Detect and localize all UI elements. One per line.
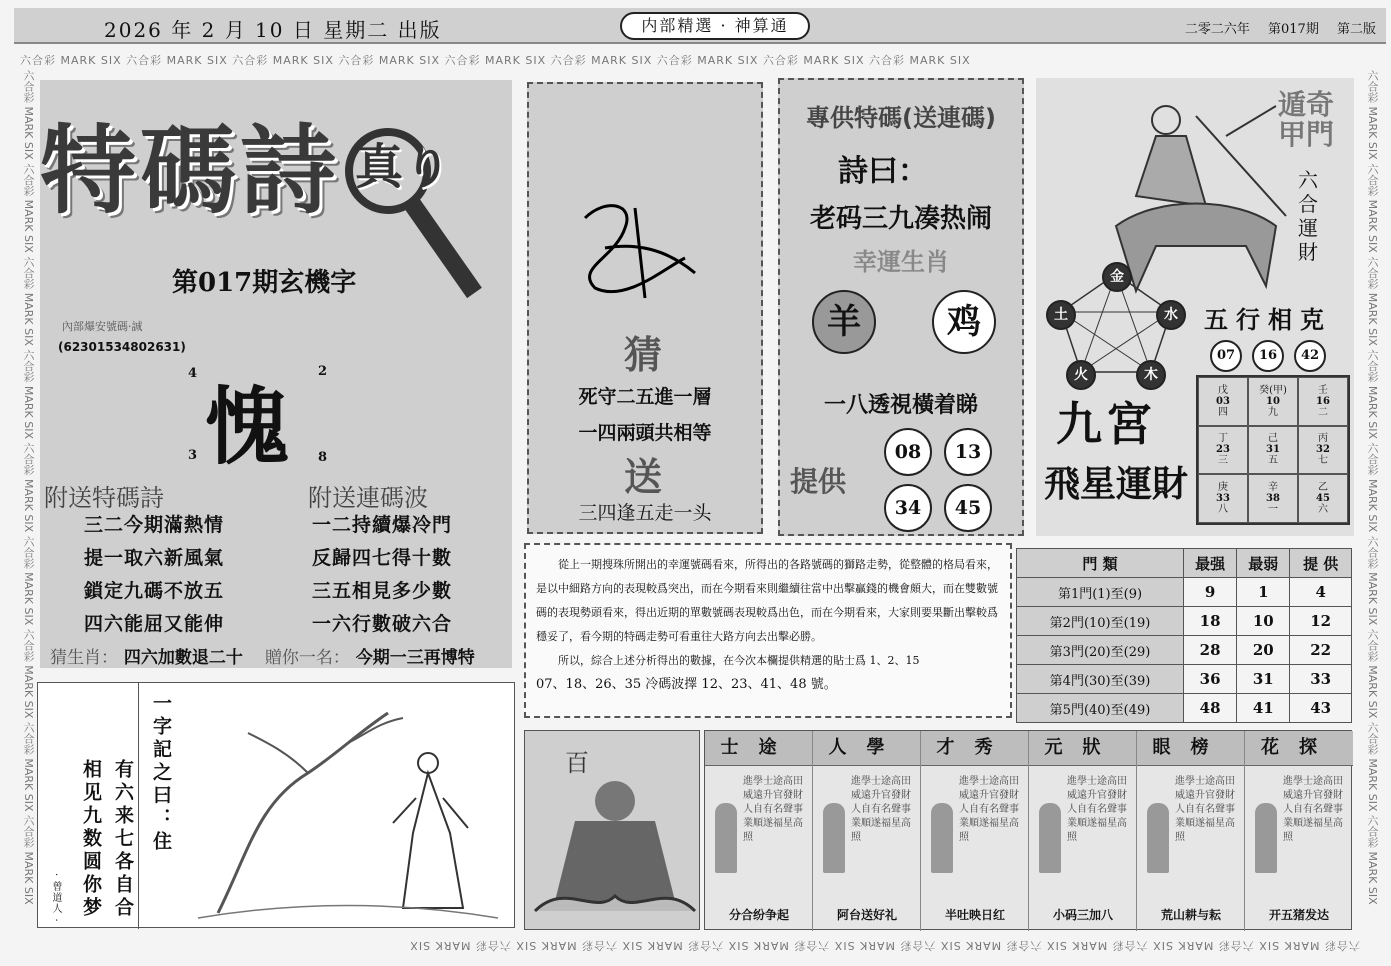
poem-left-line: 提一取六新風氣 <box>84 547 225 569</box>
col-header: 最弱 <box>1237 549 1290 578</box>
analysis-text <box>524 543 1012 718</box>
picbox-line-1: 有六来七各自合 <box>112 759 134 920</box>
zodiac-riddle-line <box>50 643 475 668</box>
riddle-line-1: 死守二五進一層 <box>578 386 712 408</box>
corner-number: 2 <box>318 364 328 379</box>
riddle-panel <box>527 82 763 534</box>
watermark-strip-right: 六合彩 MARK SIX 六合彩 MARK SIX 六合彩 MARK SIX 六合彩 MARK SIX 六合彩 MARK SIX 六合彩 MARK SIX 六合彩 MARK SIX 六合彩 MARK SIX 六合彩 MARK SIX <box>1366 70 1379 905</box>
publish-date: 2026 年 2 月 10 日 星期二 出版 <box>104 18 442 42</box>
send-label: 送 <box>624 455 663 499</box>
riddle-character: 愧 <box>205 377 290 476</box>
watermark-strip-left: 六合彩 MARK SIX 六合彩 MARK SIX 六合彩 MARK SIX 六合彩 MARK SIX 六合彩 MARK SIX 六合彩 MARK SIX 六合彩 MARK SIX 六合彩 MARK SIX 六合彩 MARK SIX <box>22 70 35 905</box>
wuxing-ball: 42 <box>1294 340 1326 372</box>
serial-number: (62301534802631) <box>58 340 186 354</box>
palace-cell: 辛 38 一 <box>1248 474 1298 523</box>
corner-number: 8 <box>318 450 328 465</box>
special-code-heading: 專供特碼(送連碼) <box>806 104 996 132</box>
table-row: 第4門(30)至(39) 36 31 33 <box>1017 665 1352 694</box>
col-header: 門 類 <box>1017 549 1184 578</box>
gift-name-label: 贈你一名： <box>264 648 350 668</box>
illustration-box <box>37 682 515 928</box>
rank-column: 花探 進學士途高田威遠升官發財人自有名聲事業順遂福星高照 开五猪发达 <box>1245 731 1353 931</box>
scholar-figure <box>1147 803 1169 873</box>
analysis-paragraph-1: 從上一期搜珠所開出的幸運號碼看來，所得出的各路號碼的獅路走勢，從整體的格局看來，是以中細路方向的表現較爲突出，而在今期看來則繼續往當中出擊贏錢的機會頗大，而在雙數號碼的表現勢頭看來，得出近期的單數號碼表現較爲出色，而在今期看來，大家則要果斷出擊較爲穩妥了，看今期的特碼走勢可看重往大路方向去出擊必勝。 <box>536 558 998 643</box>
palace-cell: 丁 23 三 <box>1198 426 1248 475</box>
table-header-row <box>1017 549 1352 578</box>
poem-right-line: 一六行數破六合 <box>312 613 453 635</box>
small-note: 內部爆安號碼·誠 <box>62 320 143 333</box>
main-title: 特碼詩 <box>40 115 340 227</box>
table-row: 第1門(1)至(9) 9 1 4 <box>1017 578 1352 607</box>
sub-head-right: 附送連碼波 <box>308 484 428 512</box>
number-ball: 45 <box>944 484 992 532</box>
poem-left-line: 鎖定九碼不放五 <box>84 580 225 602</box>
guess-zodiac-text: 四六加數退二十 <box>123 648 243 668</box>
palace-cell: 戊 03 四 <box>1198 377 1248 426</box>
header-pill: 内部精選 · 神算通 <box>620 12 810 40</box>
element-water: 水 <box>1156 300 1186 330</box>
wuxing-ball: 07 <box>1210 340 1242 372</box>
edition-label: 第二版 <box>1336 22 1376 37</box>
poem-say-label: 詩曰： <box>838 154 928 189</box>
svg-text:百: 百 <box>565 749 589 777</box>
calligraphy-mark <box>565 188 705 308</box>
element-fire: 火 <box>1066 360 1096 390</box>
palace-cell: 丙 32 七 <box>1298 426 1348 475</box>
wuxing-ball: 16 <box>1252 340 1284 372</box>
table-row: 第3門(20)至(29) 28 20 22 <box>1017 636 1352 665</box>
scholar-figure <box>1255 803 1277 873</box>
col-header: 提 供 <box>1290 549 1352 578</box>
rank-column: 元狀 進學士途高田威遠升官發財人自有名聲事業順遂福星高照 小码三加八 <box>1029 731 1137 931</box>
gift-name-text: 今期一三再博特 <box>355 648 475 668</box>
nine-palace-grid <box>1196 375 1350 525</box>
poem-left-line: 四六能屈又能伸 <box>84 613 225 635</box>
one-word-heading: 一字記之曰：住 <box>150 693 172 854</box>
watermark-strip-top: 六合彩 MARK SIX 六合彩 MARK SIX 六合彩 MARK SIX 六合彩 MARK SIX 六合彩 MARK SIX 六合彩 MARK SIX 六合彩 MARK SIX 六合彩 MARK SIX 六合彩 MARK SIX <box>20 54 971 67</box>
scholar-figure <box>1039 803 1061 873</box>
jiugong-subtitle: 飛星運財 <box>1044 463 1189 505</box>
view-line: 一八透視橫着睇 <box>823 393 978 418</box>
corner-number: 3 <box>188 448 198 463</box>
issue-number: 第017期 <box>1268 22 1319 37</box>
number-ball: 08 <box>884 428 932 476</box>
scholar-figure <box>715 803 737 873</box>
special-code-panel <box>778 78 1024 536</box>
table-row: 第2門(10)至(19) 18 10 12 <box>1017 607 1352 636</box>
sub-head-left: 附送特碼詩 <box>44 484 164 512</box>
jiugong-title: 九宮 <box>1056 397 1156 451</box>
palace-cell: 癸(甲) 10 九 <box>1248 377 1298 426</box>
zodiac-circle-2: 鸡 <box>932 290 996 354</box>
liuhe-caption: 六合運財 <box>1298 168 1318 264</box>
wuxing-title: 五行相克 <box>1204 305 1332 334</box>
number-ball: 13 <box>944 428 992 476</box>
door-stats-table <box>1016 548 1352 723</box>
analysis-numbers: 07、18、26、35 冷碼波擇 12、23、41、48 號。 <box>536 677 837 692</box>
lucky-zodiac-label: 幸運生肖 <box>853 248 949 276</box>
element-metal: 金 <box>1102 262 1132 292</box>
issue-year: 二零二六年 <box>1184 22 1250 37</box>
rank-column: 眼榜 進學士途高田威遠升官發財人自有名聲事業順遂福星高照 荒山耕与耘 <box>1137 731 1245 931</box>
poem-right-line: 一二持續爆冷門 <box>312 514 453 536</box>
riddle-line-2: 一四兩頭共相等 <box>578 422 712 444</box>
provide-label: 提供 <box>790 465 847 498</box>
rank-column: 士途 進學士途高田威遠升官發財人自有名聲事業順遂福星高照 分合纷争起 <box>705 731 813 931</box>
riddle-line-3: 三四逢五走一头 <box>578 502 712 524</box>
element-wood: 木 <box>1136 360 1166 390</box>
scholar-figure <box>931 803 953 873</box>
poem-left-line: 三二今期滿熱情 <box>84 514 225 536</box>
palace-cell: 己 31 五 <box>1248 426 1298 475</box>
corner-number: 4 <box>188 366 198 381</box>
palace-cell: 庚 33 八 <box>1198 474 1248 523</box>
watermark-strip-bottom: 六合彩 MARK SIX 六合彩 MARK SIX 六合彩 MARK SIX 六合彩 MARK SIX 六合彩 MARK SIX 六合彩 MARK SIX 六合彩 MARK SIX 六合彩 MARK SIX 六合彩 MARK SIX <box>409 939 1360 952</box>
poem-line: 老码三九凑热闹 <box>809 204 992 234</box>
number-ball: 34 <box>884 484 932 532</box>
main-title-tail: 真り <box>355 139 452 195</box>
ranking-strip <box>704 730 1352 930</box>
issue-info <box>1171 18 1376 37</box>
scholar-illustration <box>188 693 508 923</box>
picbox-line-2: 相见九数圆你梦 <box>80 759 102 920</box>
deity-figure <box>525 731 701 931</box>
qimen-title: 遁奇甲門 <box>1277 88 1334 151</box>
element-earth: 土 <box>1046 300 1076 330</box>
signature: · 曾道人 · <box>50 873 61 923</box>
scholar-figure <box>823 803 845 873</box>
issue-riddle-title: 第017期玄機字 <box>172 268 357 298</box>
guess-zodiac-label: 猜生肖： <box>50 648 118 668</box>
rank-column: 才秀 進學士途高田威遠升官發財人自有名聲事業順遂福星高照 半吐映日红 <box>921 731 1029 931</box>
poem-right-line: 三五相見多少數 <box>312 580 453 602</box>
poem-right-line: 反歸四七得十數 <box>312 547 453 569</box>
zodiac-circle-1: 羊 <box>812 290 876 354</box>
divider <box>138 683 139 929</box>
guess-label: 猜 <box>624 333 663 377</box>
palace-cell: 乙 45 六 <box>1298 474 1348 523</box>
table-row: 第5門(40)至(49) 48 41 43 <box>1017 694 1352 723</box>
rank-column: 人學 進學士途高田威遠升官發財人自有名聲事業順遂福星高照 阿台送好礼 <box>813 731 921 931</box>
deity-illustration <box>524 730 700 930</box>
col-header: 最强 <box>1184 549 1237 578</box>
analysis-paragraph-2: 所以，綜合上述分析得出的數據，在今次本欄提供精選的貼士爲 1、2、15 <box>558 654 920 667</box>
page-header <box>14 8 1386 44</box>
palace-cell: 壬 16 二 <box>1298 377 1348 426</box>
